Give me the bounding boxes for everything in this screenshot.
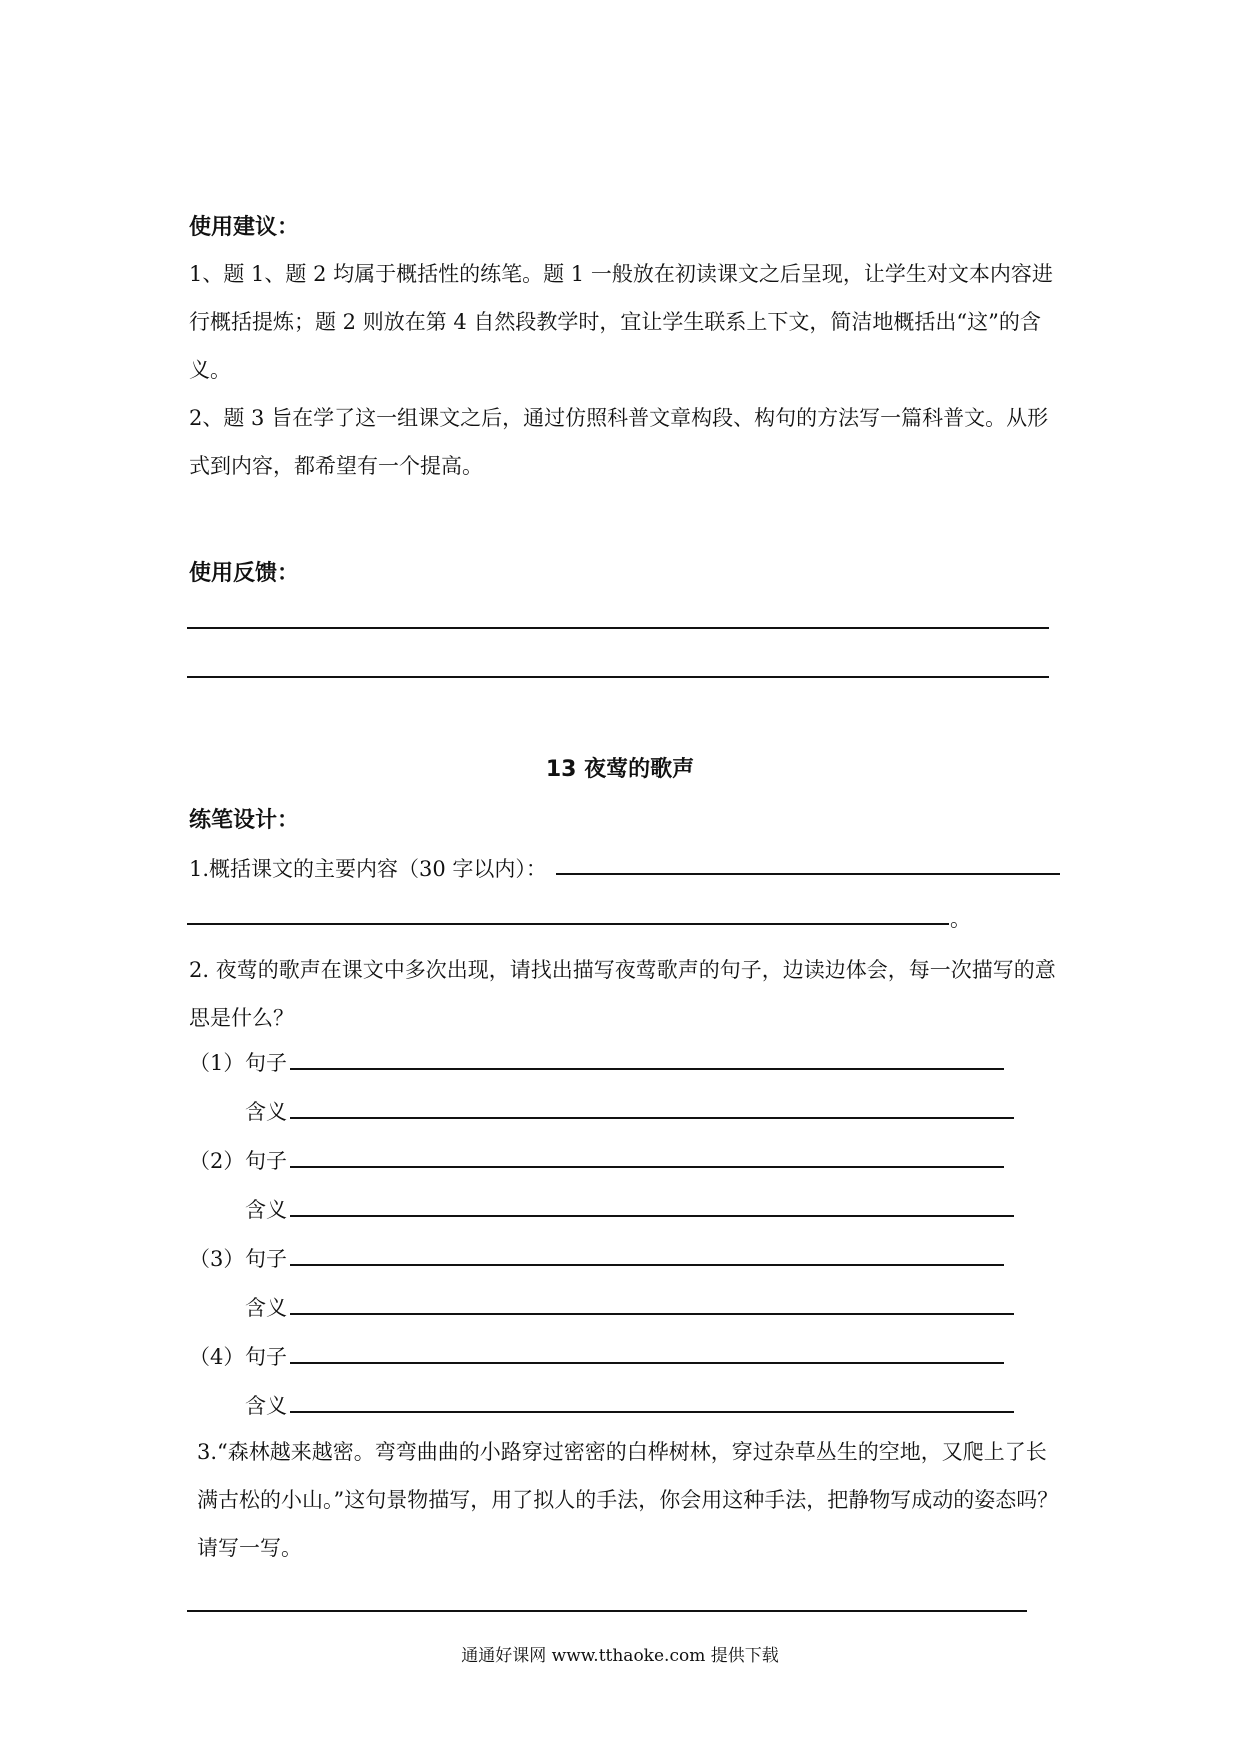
q2-item-4-sentence-label: 句子 — [245, 1345, 287, 1369]
q2-item-1-meaning-line[interactable] — [290, 1117, 1014, 1119]
q2-item-3-sentence-line[interactable] — [290, 1264, 1004, 1266]
usage-advice-heading: 使用建议： — [189, 215, 300, 240]
feedback-answer-line-1[interactable] — [187, 627, 1049, 629]
q2-item-3-sentence-label: 句子 — [245, 1247, 287, 1271]
footer-source: 通通好课网 www.tthaoke.com 提供下载 — [461, 1646, 779, 1666]
q2-item-4-index: （4） — [189, 1345, 245, 1369]
usage-advice-paragraph-1: 1、题 1、题 2 均属于概括性的练笔。题 1 一般放在初读课文之后呈现，让学生对文本内容进行概括提炼；题 2 则放在第 4 自然段教学时，宜让学生联系上下文，简洁地概括出“这”的含义。 — [189, 262, 1053, 382]
q2-item-2-meaning-label: 含义 — [245, 1198, 287, 1222]
question-1-end-mark: 。 — [950, 907, 971, 931]
q2-item-1-sentence-line[interactable] — [290, 1068, 1004, 1070]
q2-item-1-index: （1） — [189, 1051, 245, 1075]
q2-item-3-index: （3） — [189, 1247, 245, 1271]
q2-item-2-sentence-label: 句子 — [245, 1149, 287, 1173]
q2-item-4-sentence-line[interactable] — [290, 1362, 1004, 1364]
usage-feedback-heading: 使用反馈： — [189, 561, 300, 586]
question-1-answer-line-1[interactable] — [556, 873, 1060, 875]
question-1-answer-line-2[interactable] — [187, 923, 949, 925]
q2-item-2-index: （2） — [189, 1149, 245, 1173]
q2-item-4-meaning-line[interactable] — [290, 1411, 1014, 1413]
usage-advice-paragraph-2: 2、题 3 旨在学了这一组课文之后，通过仿照科普文章构段、构句的方法写一篇科普文。从形式到内容，都希望有一个提高。 — [189, 406, 1049, 478]
q2-item-4-meaning-label: 含义 — [245, 1394, 287, 1418]
question-3-text: 3.“森林越来越密。弯弯曲曲的小路穿过密密的白桦树林，穿过杂草丛生的空地，又爬上了长满古松的小山。”这句景物描写，用了拟人的手法，你会用这种手法，把静物写成动的姿态吗？请写一写。 — [197, 1440, 1059, 1560]
question-3-answer-line[interactable] — [187, 1610, 1027, 1612]
lesson-title: 13 夜莺的歌声 — [545, 757, 695, 782]
feedback-answer-line-2[interactable] — [187, 676, 1049, 678]
question-1-label: 1.概括课文的主要内容（30 字以内）： — [189, 857, 547, 881]
q2-item-3-meaning-label: 含义 — [245, 1296, 287, 1320]
q2-item-2-meaning-line[interactable] — [290, 1215, 1014, 1217]
question-2-text: 2. 夜莺的歌声在课文中多次出现，请找出描写夜莺歌声的句子，边读边体会，每一次描写的意思是什么？ — [189, 958, 1056, 1030]
writing-design-heading: 练笔设计： — [189, 808, 300, 833]
q2-item-2-sentence-line[interactable] — [290, 1166, 1004, 1168]
q2-item-1-sentence-label: 句子 — [245, 1051, 287, 1075]
q2-item-1-meaning-label: 含义 — [245, 1100, 287, 1124]
q2-item-3-meaning-line[interactable] — [290, 1313, 1014, 1315]
